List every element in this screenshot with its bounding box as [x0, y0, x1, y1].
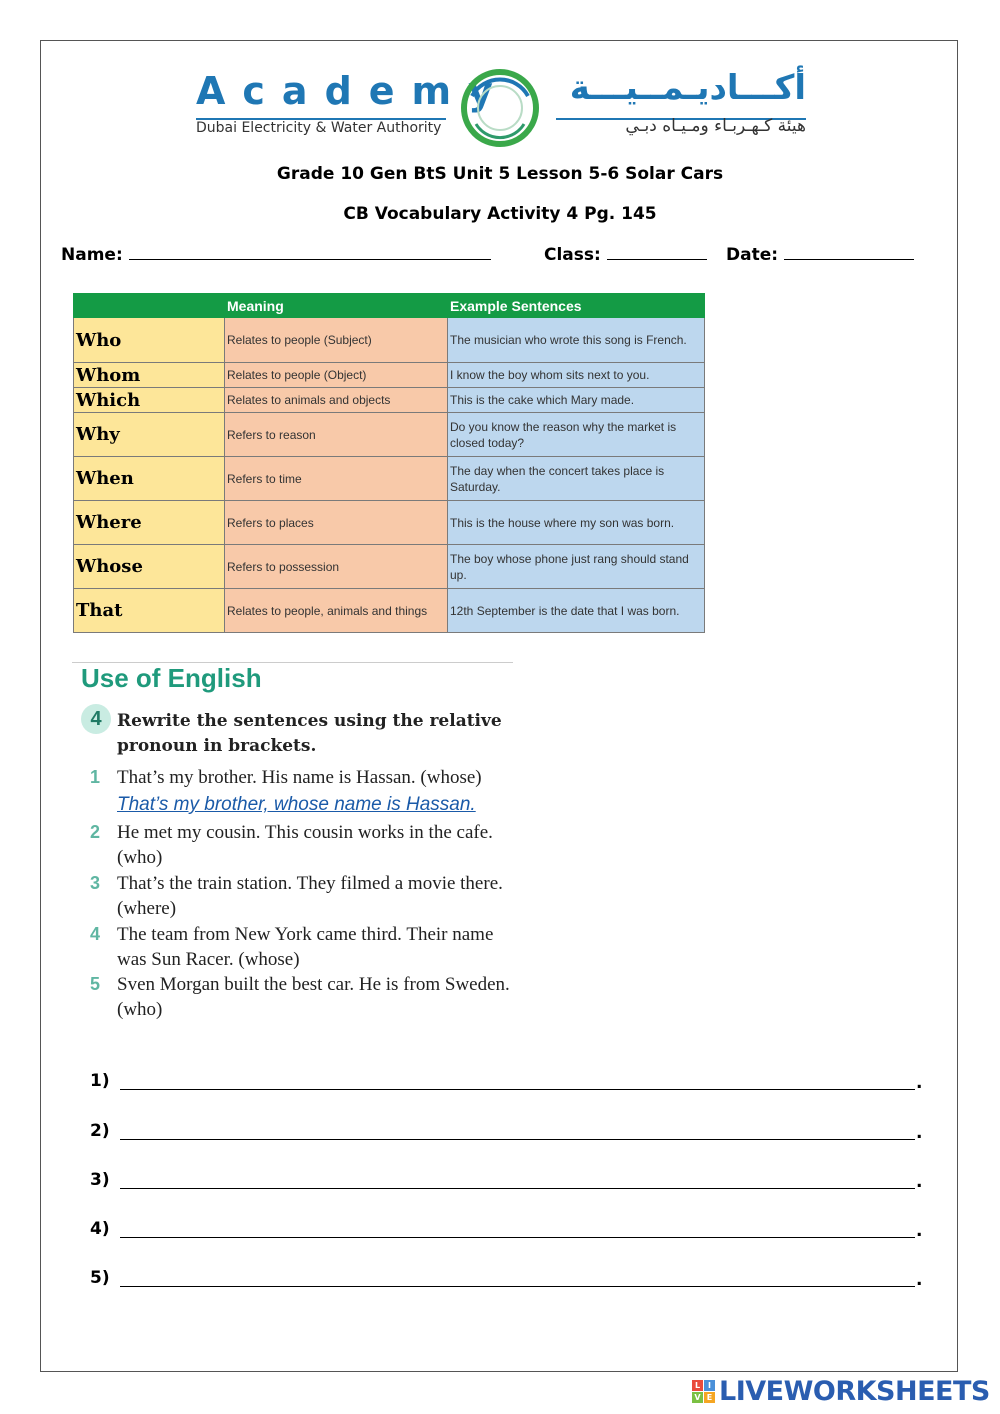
logo-subtitle: Dubai Electricity & Water Authority [196, 120, 442, 136]
exercise-item-text: Sven Morgan built the best car. He is from Sweden. (who) [117, 974, 510, 1020]
answer-label: 3) [90, 1170, 110, 1190]
answer-end-mark: . [916, 1221, 923, 1241]
exercise-item-number: 2 [90, 822, 101, 842]
section-title: Use of English [81, 663, 262, 693]
name-label: Name: [61, 245, 123, 265]
exercise-item-text: That’s my brother. His name is Hassan. (whose) [117, 767, 482, 788]
table-row [74, 589, 705, 633]
pronoun-cell: That [74, 589, 225, 633]
exercise-item [90, 765, 520, 790]
class-label: Class: [544, 245, 601, 265]
meaning-cell: Relates to people, animals and things [225, 589, 448, 633]
exercise-item [90, 972, 520, 1022]
pronoun-cell: Who [74, 318, 225, 363]
table-header-row [74, 294, 705, 318]
liveworksheets-logo[interactable] [692, 1374, 990, 1408]
pronoun-cell: Whom [74, 363, 225, 388]
liveworksheets-grid-icon [692, 1380, 715, 1403]
icon-letter: E [704, 1392, 715, 1403]
example-cell: This is the house where my son was born. [448, 501, 705, 545]
table-header-meaning: Meaning [225, 294, 448, 318]
exercise-item-text: The team from New York came third. Their name was Sun Racer. (whose) [117, 924, 494, 970]
name-field[interactable] [61, 245, 491, 265]
pronoun-cell: Which [74, 388, 225, 413]
meaning-cell: Refers to time [225, 457, 448, 501]
logo-subtitle-arabic: هيئة كـهـربـاء ومـيـاه دبـي [625, 116, 806, 136]
table-row [74, 363, 705, 388]
logo-word: Academy [196, 69, 510, 113]
meaning-cell: Relates to people (Object) [225, 363, 448, 388]
logo-rule-left [196, 118, 446, 120]
exercise-item-text: That’s the train station. They filmed a movie there. (where) [117, 873, 503, 919]
answer-end-mark: . [916, 1073, 923, 1093]
example-cell: The day when the concert takes place is Saturday. [448, 457, 705, 501]
icon-letter: L [692, 1380, 703, 1391]
pronoun-cell: Whose [74, 545, 225, 589]
exercise-item-number: 4 [90, 924, 101, 944]
pronoun-cell: When [74, 457, 225, 501]
academy-logo-arabic [556, 66, 806, 136]
exercise-instruction: Rewrite the sentences using the relative pronoun in brackets. [117, 711, 502, 756]
exercise-item [90, 871, 520, 921]
exercise-item-number: 5 [90, 974, 101, 994]
table-row [74, 501, 705, 545]
example-answer: That’s my brother, whose name is Hassan. [117, 794, 476, 815]
table-row [74, 318, 705, 363]
answer-label: 1) [90, 1071, 110, 1091]
table-header-word [74, 294, 225, 318]
meaning-cell: Refers to places [225, 501, 448, 545]
answer-end-mark: . [916, 1270, 923, 1290]
pronoun-cell: Where [74, 501, 225, 545]
answer-blank[interactable] [120, 1089, 915, 1090]
exercise-item-number: 3 [90, 873, 101, 893]
answer-end-mark: . [916, 1123, 923, 1143]
worksheet-subtitle: CB Vocabulary Activity 4 Pg. 145 [343, 204, 657, 224]
exercise-item [90, 820, 520, 870]
exercise-number-badge: 4 [81, 704, 111, 734]
exercise-item-number: 1 [90, 767, 101, 787]
relative-pronoun-table [73, 293, 705, 633]
class-field[interactable] [544, 245, 707, 265]
answer-blank[interactable] [120, 1237, 915, 1238]
logo-word-arabic: أكـــاديـمــيـــة [569, 68, 806, 108]
example-cell: The musician who wrote this song is French. [448, 318, 705, 363]
table-row [74, 388, 705, 413]
answer-label: 5) [90, 1268, 110, 1288]
answer-blank[interactable] [120, 1139, 915, 1140]
icon-letter: I [704, 1380, 715, 1391]
icon-letter: V [692, 1392, 703, 1403]
table-row [74, 457, 705, 501]
table-header-example: Example Sentences [448, 294, 705, 318]
exercise-item [90, 922, 520, 972]
meaning-cell: Refers to possession [225, 545, 448, 589]
name-blank[interactable] [129, 245, 491, 260]
table-row [74, 545, 705, 589]
date-field[interactable] [726, 245, 914, 265]
answer-end-mark: . [916, 1172, 923, 1192]
answer-label: 4) [90, 1219, 110, 1239]
worksheet-title: Grade 10 Gen BtS Unit 5 Lesson 5-6 Solar Cars [276, 164, 724, 184]
academy-logo-english [196, 69, 510, 136]
table-row [74, 413, 705, 457]
liveworksheets-wordmark: LIVEWORKSHEETS [719, 1375, 990, 1407]
example-cell: I know the boy whom sits next to you. [448, 363, 705, 388]
meaning-cell: Refers to reason [225, 413, 448, 457]
answer-blank[interactable] [120, 1188, 915, 1189]
answer-blank[interactable] [120, 1286, 915, 1287]
example-cell: 12th September is the date that I was born. [448, 589, 705, 633]
meaning-cell: Relates to animals and objects [225, 388, 448, 413]
example-cell: This is the cake which Mary made. [448, 388, 705, 413]
answer-label: 2) [90, 1121, 110, 1141]
example-cell: The boy whose phone just rang should stand up. [448, 545, 705, 589]
page-frame [40, 40, 958, 1372]
pronoun-cell: Why [74, 413, 225, 457]
class-blank[interactable] [607, 245, 707, 260]
meaning-cell: Relates to people (Subject) [225, 318, 448, 363]
date-blank[interactable] [784, 245, 914, 260]
exercise-item-text: He met my cousin. This cousin works in the cafe. (who) [117, 822, 493, 868]
date-label: Date: [726, 245, 779, 265]
logo-ring-icon [458, 66, 542, 150]
example-cell: Do you know the reason why the market is closed today? [448, 413, 705, 457]
